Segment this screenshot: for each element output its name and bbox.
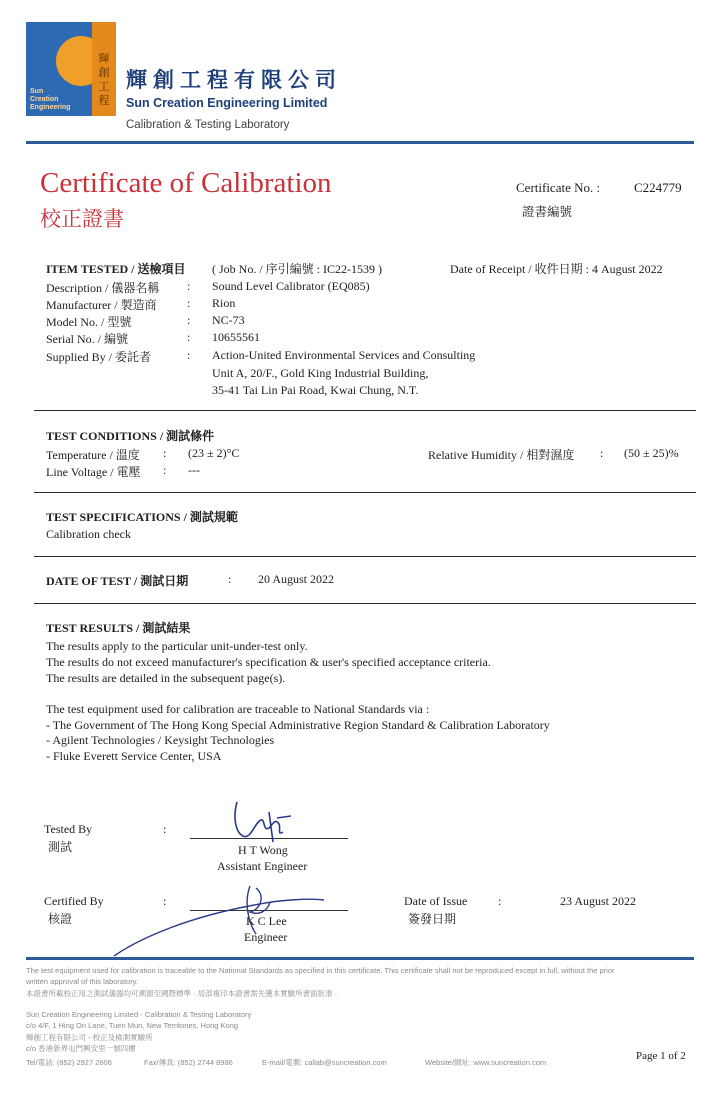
field-colon: : <box>187 279 191 293</box>
field-label: Description / 儀器名稱 <box>46 281 160 295</box>
logo-char: 輝 <box>98 52 110 65</box>
company-name-cn: 輝創工程有限公司 <box>126 68 342 92</box>
company-name-en: Sun Creation Engineering Limited <box>126 96 328 110</box>
temperature-label: Temperature / 溫度 <box>46 448 140 462</box>
company-lab-name: Calibration & Testing Laboratory <box>126 119 290 131</box>
tested-by-signature <box>225 798 305 848</box>
tested-by-name: H T Wong <box>238 843 288 857</box>
field-colon: : <box>187 313 191 327</box>
tested-by-label: Tested By <box>44 822 93 836</box>
footer-address-line: c/o 4/F, 1 Hing On Lane, Tuen Mun, New Territories, Hong Kong <box>26 1021 239 1030</box>
field-colon: : <box>163 463 167 477</box>
item-tested-heading: ITEM TESTED / 送檢項目 <box>46 262 186 276</box>
section-divider <box>34 492 696 493</box>
field-label: Serial No. / 編號 <box>46 332 128 346</box>
field-colon: : <box>498 894 502 908</box>
field-value: Action-United Environmental Services and Consulting <box>212 348 476 362</box>
voltage-label: Line Voltage / 電壓 <box>46 465 141 479</box>
footer-disclaimer-en: The test equipment used for calibration is traceable to the National Standards as specified in this certificate. This certificate shall not be reproduced except in full, without the prior <box>26 966 615 975</box>
traceable-item: - The Government of The Hong Kong Special Administrative Region Standard & Calibration Laboratory <box>46 718 550 732</box>
logo-char: 程 <box>98 94 110 107</box>
test-specifications-value: Calibration check <box>46 527 131 541</box>
address-line: 35-41 Tai Lin Pai Road, Kwai Chung, N.T. <box>212 383 419 397</box>
traceable-item: - Agilent Technologies / Keysight Technologies <box>46 733 275 747</box>
section-divider <box>34 603 696 604</box>
logo-tag-line: Sun <box>30 88 44 95</box>
field-colon: : <box>163 822 167 836</box>
footer-disclaimer-en: written approval of this laboratory. <box>26 977 138 986</box>
test-conditions-heading: TEST CONDITIONS / 測試條件 <box>46 429 215 443</box>
company-logo <box>26 22 116 116</box>
field-label: Model No. / 型號 <box>46 315 132 329</box>
field-colon: : <box>228 572 232 586</box>
tested-by-label-cn: 測試 <box>48 840 73 854</box>
logo-tag-line: Engineering <box>30 104 71 111</box>
tested-by-title: Assistant Engineer <box>217 859 308 873</box>
certified-by-name: K C Lee <box>246 914 287 928</box>
field-label: Manufacturer / 製造商 <box>46 298 157 312</box>
test-specifications-heading: TEST SPECIFICATIONS / 測試規範 <box>46 510 238 524</box>
job-number: ( Job No. / 序引編號 : IC22-1539 ) <box>212 262 382 276</box>
certificate-no-value: C224779 <box>634 180 682 195</box>
logo-tag-line: Creation <box>30 96 59 103</box>
field-value: 10655561 <box>212 330 260 344</box>
footer-fax: Fax/傳真: (852) 2744 8986 <box>144 1058 233 1067</box>
section-divider <box>34 556 696 557</box>
footer-address-line: 輝創工程有限公司 - 校正及檢測實驗所 <box>26 1033 153 1042</box>
field-colon: : <box>187 330 191 344</box>
field-colon: : <box>600 446 604 460</box>
date-of-test-value: 20 August 2022 <box>258 572 335 586</box>
result-line: The results are detailed in the subsequent page(s). <box>46 671 286 685</box>
footer-divider <box>26 957 694 960</box>
voltage-value: --- <box>188 463 200 477</box>
date-of-test-heading: DATE OF TEST / 測試日期 <box>46 574 189 588</box>
field-colon: : <box>187 348 191 362</box>
traceable-item: - Fluke Everett Service Center, USA <box>46 749 222 763</box>
certified-by-label: Certified By <box>44 894 104 908</box>
result-line: The results do not exceed manufacturer's specification & user's specified acceptance criteria. <box>46 655 491 669</box>
header-divider <box>26 141 694 144</box>
result-line: The results apply to the particular unit-under-test only. <box>46 639 308 653</box>
address-line: Unit A, 20/F., Gold King Industrial Building, <box>212 366 429 380</box>
certificate-title-cn: 校正證書 <box>40 207 124 231</box>
certified-by-label-cn: 核證 <box>48 912 73 926</box>
logo-char: 創 <box>98 66 110 79</box>
date-of-issue-value: 23 August 2022 <box>560 894 637 908</box>
footer-email: E-mail/電郵: callab@suncreation.com <box>262 1058 387 1067</box>
humidity-label: Relative Humidity / 相對濕度 <box>428 448 575 462</box>
footer-website: Website/網址: www.suncreation.com <box>425 1058 547 1067</box>
logo-vertical-text <box>96 52 112 108</box>
page-number: Page 1 of 2 <box>636 1050 686 1062</box>
traceable-intro: The test equipment used for calibration are traceable to National Standards via : <box>46 702 430 716</box>
certificate-no-label: Certificate No. : <box>516 180 601 195</box>
field-colon: : <box>187 296 191 310</box>
certified-by-signature <box>110 882 330 962</box>
field-label: Supplied By / 委託者 <box>46 350 152 364</box>
test-results-heading: TEST RESULTS / 測試結果 <box>46 621 191 635</box>
field-value: Sound Level Calibrator (EQ085) <box>212 279 370 293</box>
field-value: NC-73 <box>212 313 245 327</box>
date-of-receipt: Date of Receipt / 收件日期 : 4 August 2022 <box>450 262 663 276</box>
field-colon: : <box>163 894 167 908</box>
field-value: Rion <box>212 296 236 310</box>
humidity-value: (50 ± 25)% <box>624 446 679 460</box>
certificate-no-label-cn: 證書編號 <box>522 204 573 219</box>
field-colon: : <box>163 446 167 460</box>
date-of-issue-label: Date of Issue <box>404 894 468 908</box>
footer-disclaimer-cn: 本證書所載校正用之測試儀器均可溯源至國際標準 · 局部複印本證書需先獲本實驗所書面批准 · <box>26 989 338 998</box>
temperature-value: (23 ± 2)°C <box>188 446 240 460</box>
section-divider <box>34 410 696 411</box>
footer-address-line: Sun Creation Engineering Limited - Calibration & Testing Laboratory <box>26 1010 252 1019</box>
date-of-issue-label-cn: 簽發日期 <box>408 912 457 926</box>
footer-address-line: c/o 香港新界屯門興安里一號四樓 <box>26 1044 136 1053</box>
certificate-title: Certificate of Calibration <box>40 167 332 199</box>
footer-tel: Tel/電話: (852) 2927 2606 <box>26 1058 112 1067</box>
logo-char: 工 <box>98 80 110 93</box>
certified-by-title: Engineer <box>244 930 288 944</box>
